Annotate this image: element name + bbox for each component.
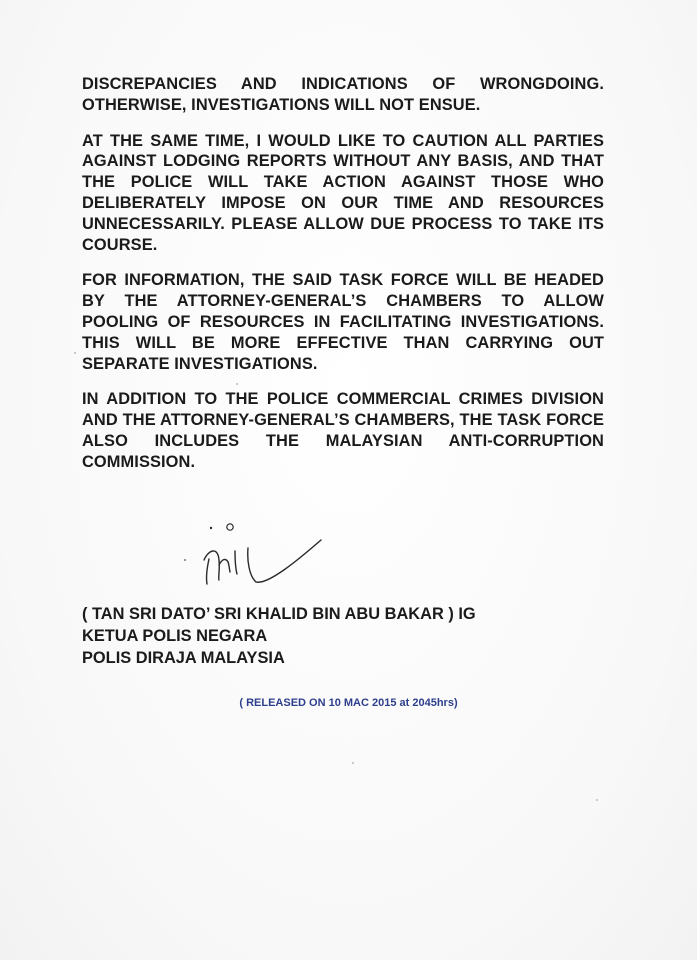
- statement-body: [82, 74, 604, 488]
- scan-speck: [596, 799, 598, 801]
- signatory-block: [82, 603, 602, 669]
- paragraph-1: DISCREPANCIES AND INDICATIONS OF WRONGDOING. OTHERWISE, INVESTIGATIONS WILL NOT ENSUE.: [82, 75, 604, 114]
- release-note: ( RELEASED ON 10 MAC 2015 at 2045hrs): [239, 697, 458, 709]
- handwritten-signature: [180, 518, 330, 593]
- scan-speck: [74, 352, 76, 354]
- paragraph-3: FOR INFORMATION, THE SAID TASK FORCE WILL BE HEADED BY THE ATTORNEY-GENERAL’S CHAMBERS TO ALLOW POOLING OF RESOURCES IN FACILITATING INVESTIGATIONS. THIS WILL BE MORE EFFECTIVE THAN CARRYING OUT SEPARATE INVESTIGATIONS.: [82, 271, 604, 373]
- signatory-title: KETUA POLIS NEGARA: [82, 627, 268, 645]
- signatory-organization: POLIS DIRAJA MALAYSIA: [82, 649, 285, 667]
- scan-speck: [352, 762, 354, 764]
- scan-speck: [236, 383, 238, 385]
- signatory-name: ( TAN SRI DATO’ SRI KHALID BIN ABU BAKAR ) IG: [82, 605, 476, 623]
- paragraph-2: AT THE SAME TIME, I WOULD LIKE TO CAUTION ALL PARTIES AGAINST LODGING REPORTS WITHOUT ANY BASIS, AND THAT THE POLICE WILL TAKE ACTION AGAINST THOSE WHO DELIBERATELY IMPOSE ON OUR TIME AND RESOURCES UNNECESSARILY. PLEASE ALLOW DUE PROCESS TO TAKE ITS COURSE.: [82, 131, 604, 254]
- paragraph-4: IN ADDITION TO THE POLICE COMMERCIAL CRIMES DIVISION AND THE ATTORNEY-GENERAL’S CHAMBERS, THE TASK FORCE ALSO INCLUDES THE MALAYSIAN ANTI-CORRUPTION COMMISSION.: [82, 390, 604, 471]
